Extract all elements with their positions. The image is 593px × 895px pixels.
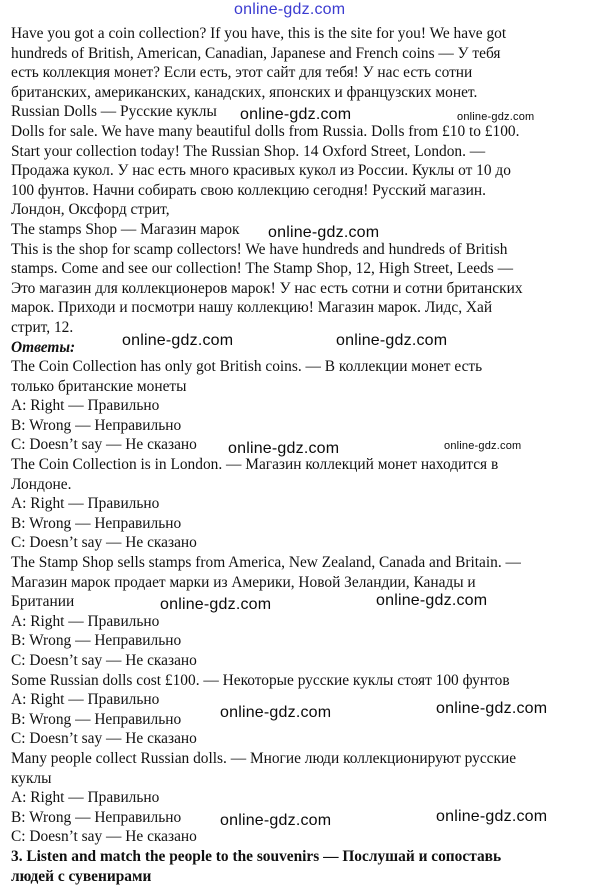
answer-line: B: Wrong — Неправильно bbox=[11, 632, 182, 650]
answer-line: C: Doesn’t say — Не сказано bbox=[11, 730, 197, 748]
section-heading: 3. Listen and match the people to the souvenirs — Послушай и сопоставь bbox=[11, 847, 502, 865]
text-line: марок. Приходи и посмотри нашу коллекцию! Магазин марок. Лидс, Хай bbox=[11, 299, 493, 317]
answer-line: C: Doesn’t say — Не сказано bbox=[11, 652, 197, 669]
text-line: есть коллекция монет? Если есть, этот сайт для тебя! У нас есть сотни bbox=[11, 64, 473, 82]
text-line: Dolls for sale. We have many beautiful dolls from Russia. Dolls from £10 to £100. bbox=[11, 122, 520, 140]
watermark: online-gdz.com bbox=[160, 596, 272, 613]
watermark: online-gdz.com bbox=[436, 700, 548, 717]
answer-line: The Stamp Shop sells stamps from America, New Zealand, Canada and Britain. — bbox=[11, 554, 521, 572]
text-line: Это магазин для коллекционеров марок! У нас есть сотни и сотни британских bbox=[11, 279, 523, 297]
answer-line: A: Right — Правильно bbox=[11, 789, 160, 807]
answer-line: A: Right — Правильно bbox=[11, 691, 160, 709]
answer-line: куклы bbox=[11, 769, 52, 787]
text-line: Лондон, Оксфорд стрит, bbox=[11, 201, 170, 219]
answers-title: Ответы: bbox=[11, 338, 76, 356]
text-line: 100 фунтов. Начни собирать свою коллекцию сегодня! Русский магазин. bbox=[11, 181, 486, 199]
answer-line: C: Doesn’t say — Не сказано bbox=[11, 534, 197, 552]
text-line: hundreds of British, American, Canadian, Japanese and French coins — У тебя bbox=[11, 44, 501, 62]
answer-line: A: Right — Правильно bbox=[11, 612, 160, 630]
text-line: The stamps Shop — Магазин марок bbox=[11, 220, 240, 238]
answer-line: C: Doesn’t say — Не сказано bbox=[11, 828, 197, 846]
answer-line: Лондоне. bbox=[11, 475, 72, 493]
text-line: британских, американских, канадских, японских и французских монет. bbox=[11, 83, 478, 101]
text-line: стрит, 12. bbox=[11, 318, 74, 336]
answer-line: Британии bbox=[11, 593, 75, 611]
answer-line: Some Russian dolls cost £100. — Некоторые русские куклы стоят 100 фунтов bbox=[11, 671, 510, 689]
section-heading: людей с сувенирами bbox=[11, 867, 152, 885]
watermark: online-gdz.com bbox=[436, 808, 548, 825]
text-line: Start your collection today! The Russian Shop. 14 Oxford Street, London. — bbox=[11, 142, 486, 160]
watermark: online-gdz.com bbox=[444, 440, 522, 452]
answer-line: Магазин марок продает марки из Америки, Новой Зеландии, Канады и bbox=[11, 573, 476, 591]
text-line: This is the shop for scamp collectors! We have hundreds and hundreds of British bbox=[11, 240, 508, 258]
text-line: Russian Dolls — Русские куклы bbox=[11, 103, 217, 121]
answer-line: B: Wrong — Неправильно bbox=[11, 808, 182, 826]
answer-line: The Coin Collection has only got British coins. — В коллекции монет есть bbox=[11, 358, 483, 376]
text-line: Продажа кукол. У нас есть много красивых кукол из России. Куклы от 10 до bbox=[11, 162, 511, 180]
answer-line: Many people collect Russian dolls. — Многие люди коллекционируют русские bbox=[11, 749, 517, 767]
watermark: online-gdz.com bbox=[122, 332, 234, 349]
answer-line: A: Right — Правильно bbox=[11, 397, 160, 415]
answer-line: только британские монеты bbox=[11, 377, 187, 395]
answer-line: A: Right — Правильно bbox=[11, 495, 160, 513]
watermark: online-gdz.com bbox=[220, 704, 332, 721]
watermark: online-gdz.com bbox=[457, 111, 535, 123]
answer-line: B: Wrong — Неправильно bbox=[11, 416, 182, 434]
watermark: online-gdz.com bbox=[268, 224, 380, 241]
watermark: online-gdz.com bbox=[220, 812, 332, 829]
watermark: online-gdz.com bbox=[228, 440, 340, 457]
watermark-top: online-gdz.com bbox=[234, 1, 346, 18]
watermark: online-gdz.com bbox=[240, 106, 352, 123]
text-line: stamps. Come and see our collection! The Stamp Shop, 12, High Street, Leeds — bbox=[11, 260, 513, 278]
answer-line: B: Wrong — Неправильно bbox=[11, 710, 182, 728]
answer-line: The Coin Collection is in London. — Магазин коллекций монет находится в bbox=[11, 456, 499, 474]
watermark: online-gdz.com bbox=[376, 592, 488, 609]
answer-line: C: Doesn’t say — Не сказано bbox=[11, 436, 197, 454]
answer-line: B: Wrong — Неправильно bbox=[11, 514, 182, 532]
watermark: online-gdz.com bbox=[336, 332, 448, 349]
text-line: Have you got a coin collection? If you have, this is the site for you! We have got bbox=[11, 25, 507, 42]
